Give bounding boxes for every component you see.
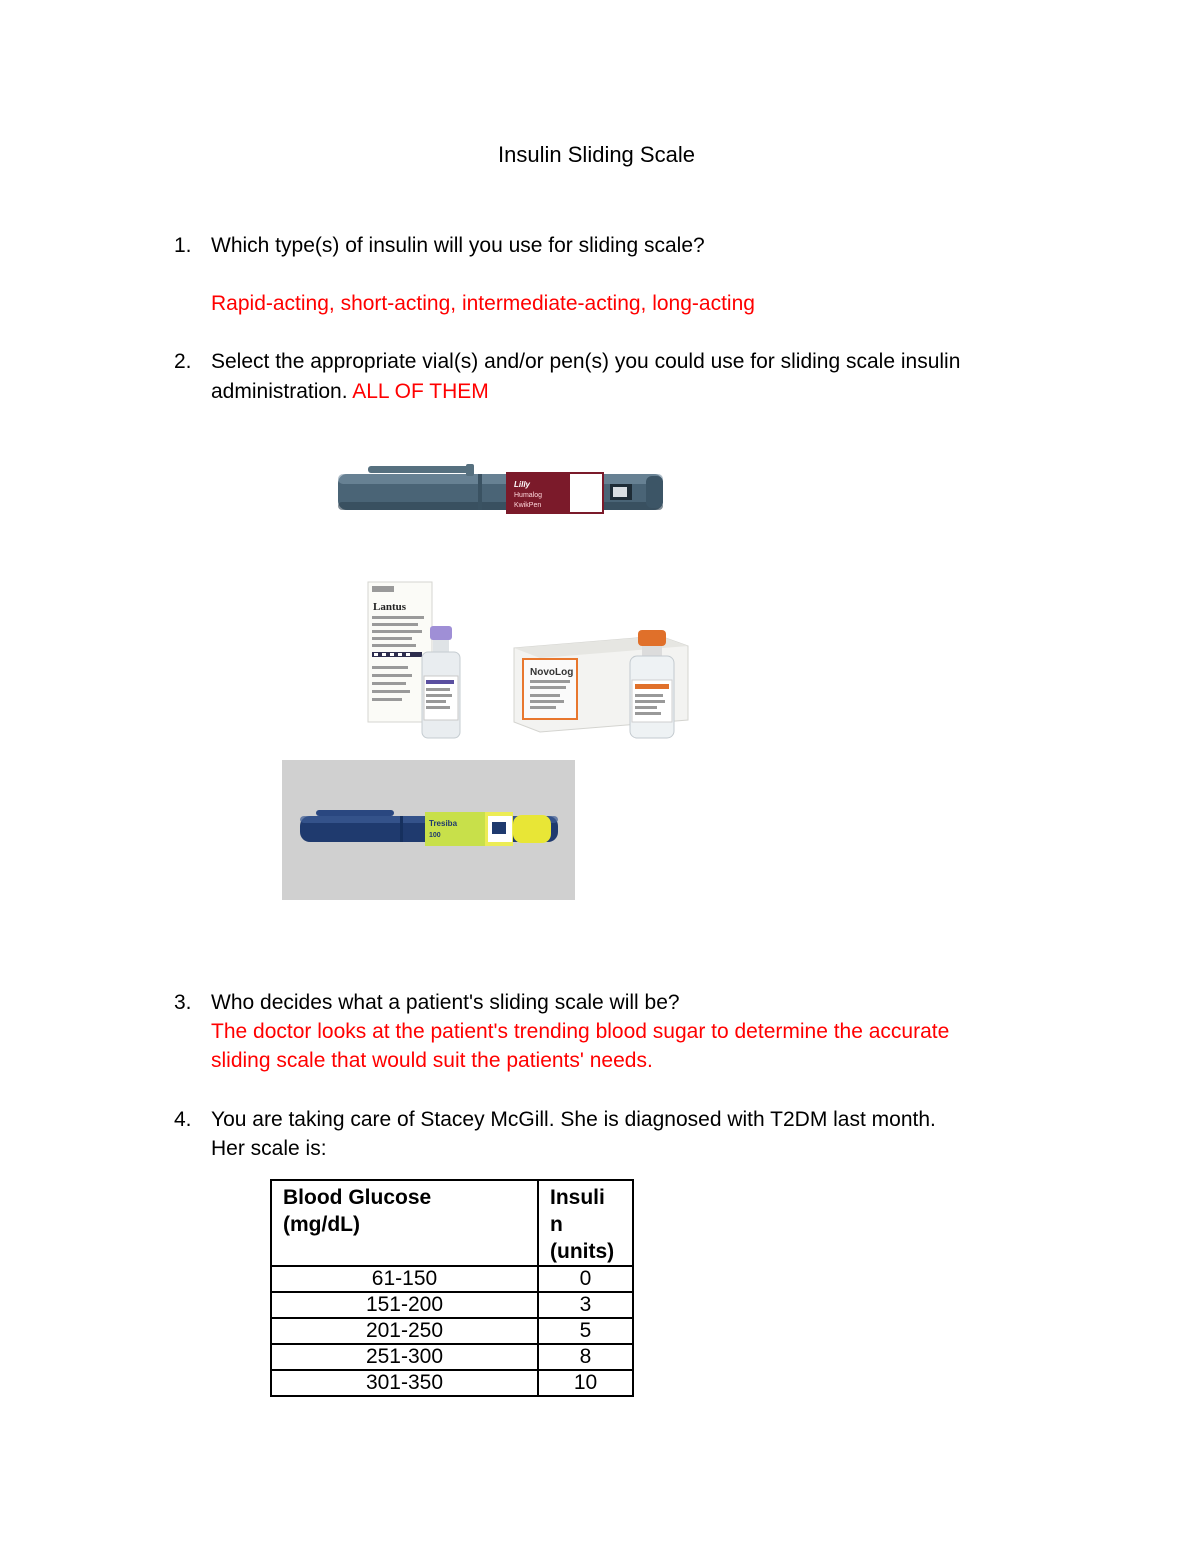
glucose-range-cell: 251-300: [271, 1344, 538, 1370]
question-4-text-line2: Her scale is:: [211, 1137, 327, 1160]
glucose-range-cell: 61-150: [271, 1266, 538, 1292]
header-glucose-line2: (mg/dL): [283, 1213, 360, 1236]
header-glucose-line1: Blood Glucose: [283, 1186, 432, 1209]
glucose-range-cell: 201-250: [271, 1318, 538, 1344]
header-blood-glucose: [271, 1180, 538, 1266]
header-insulin-line2: n: [550, 1213, 563, 1236]
insulin-units-cell: 3: [538, 1292, 633, 1318]
sliding-scale-table: [270, 1179, 634, 1397]
header-insulin-line3: (units): [550, 1240, 615, 1263]
lantus-vial-image: [362, 580, 462, 742]
humalog-brand-line2: Humalog: [514, 492, 543, 499]
novolog-brand: NovoLog: [530, 667, 574, 678]
question-number-4: 4.: [174, 1108, 192, 1131]
insulin-units-cell: 10: [538, 1370, 633, 1396]
table-row: [271, 1266, 633, 1292]
table-row: [271, 1292, 633, 1318]
insulin-units-cell: 0: [538, 1266, 633, 1292]
header-insulin-line1: Insuli: [550, 1186, 605, 1209]
page-title: Insulin Sliding Scale: [498, 142, 695, 167]
tresiba-brand: Tresiba: [429, 819, 458, 828]
glucose-range-cell: 151-200: [271, 1292, 538, 1318]
question-2-text-cont: administration.: [211, 380, 348, 403]
table-row: [271, 1318, 633, 1344]
table-row: [271, 1344, 633, 1370]
answer-3-text-line2: sliding scale that would suit the patients' needs.: [211, 1049, 653, 1072]
lantus-brand: Lantus: [373, 601, 407, 613]
insulin-units-cell: 5: [538, 1318, 633, 1344]
answer-2-text: ALL OF THEM: [352, 380, 489, 403]
insulin-units-cell: 8: [538, 1344, 633, 1370]
novolog-vial-image: [510, 628, 695, 742]
answer-3-text: The doctor looks at the patient's trending blood sugar to determine the accurate: [211, 1020, 950, 1043]
question-2-text: Select the appropriate vial(s) and/or pen(s) you could use for sliding scale insulin: [211, 350, 961, 373]
answer-1-text: Rapid-acting, short-acting, intermediate-acting, long-acting: [211, 292, 755, 315]
question-number-1: 1.: [174, 234, 192, 257]
question-4-text: You are taking care of Stacey McGill. She is diagnosed with T2DM last month.: [211, 1108, 936, 1131]
glucose-range-cell: 301-350: [271, 1370, 538, 1396]
question-3-text: Who decides what a patient's sliding scale will be?: [211, 991, 680, 1014]
header-insulin-units: [538, 1180, 633, 1266]
question-1-text: Which type(s) of insulin will you use for sliding scale?: [211, 234, 705, 257]
humalog-brand-line3: KwikPen: [514, 502, 542, 509]
question-number-3: 3.: [174, 991, 192, 1014]
table-header-row: [271, 1180, 633, 1266]
tresiba-strength: 100: [429, 832, 441, 839]
table-row: [271, 1370, 633, 1396]
question-2-text-line2: [211, 377, 1091, 407]
humalog-pen-image: [328, 462, 668, 528]
humalog-brand-line1: Lilly: [514, 480, 531, 489]
tresiba-pen-image: [282, 760, 575, 900]
question-number-2: 2.: [174, 350, 192, 373]
